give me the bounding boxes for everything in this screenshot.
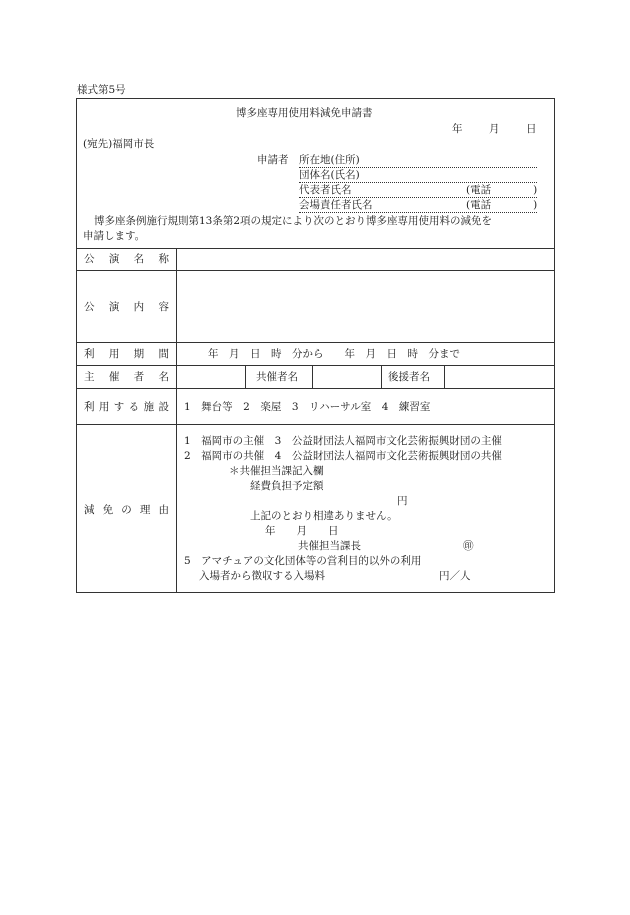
usage-period-value[interactable]: 年 月 日 時 分から 年 月 日 時 分まで bbox=[208, 348, 460, 360]
performance-content-field[interactable] bbox=[178, 272, 552, 340]
representative-phone: (電話 ) bbox=[466, 184, 538, 196]
supporter-field[interactable] bbox=[446, 367, 552, 386]
facilities-options[interactable]: 1 舞台等 2 楽屋 3 リハーサル室 4 練習室 bbox=[184, 401, 431, 413]
representative-label: 代表者氏名 bbox=[299, 184, 352, 196]
representative-field[interactable] bbox=[299, 197, 537, 198]
certification-statement: 上記のとおり相違ありません。 bbox=[250, 510, 398, 522]
organization-field[interactable] bbox=[299, 182, 537, 183]
co-dept-section-title: ＊共催担当課記入欄 bbox=[229, 465, 324, 477]
date-year: 年 bbox=[452, 123, 463, 135]
organizer-field[interactable] bbox=[178, 367, 243, 386]
venue-manager-phone: (電話 ) bbox=[466, 199, 538, 211]
address-label: 所在地(住所) bbox=[299, 154, 360, 166]
co-dept-manager-label: 共催担当課長 bbox=[298, 540, 361, 552]
supporter-label: 後援者名 bbox=[388, 371, 430, 383]
performance-content-label: 公 演 内 容 bbox=[84, 301, 169, 313]
body-text-line-1: 博多座条例施行規則第13条第2項の規定により次のとおり博多座専用使用料の減免を bbox=[94, 215, 493, 227]
performance-name-field[interactable] bbox=[178, 250, 552, 268]
date-month: 月 bbox=[489, 123, 500, 135]
performance-name-label: 公 演 名 称 bbox=[84, 253, 169, 265]
organizer-label: 主 催 者 名 bbox=[84, 371, 169, 383]
co-organizer-field[interactable] bbox=[314, 367, 379, 386]
seal-mark: ㊞ bbox=[463, 540, 474, 552]
form-number: 様式第5号 bbox=[77, 84, 126, 96]
admission-fee-unit: 円／人 bbox=[439, 570, 471, 582]
addressee: (宛先)福岡市長 bbox=[83, 138, 155, 150]
venue-manager-label: 会場責任者氏名 bbox=[299, 199, 373, 211]
exemption-reason-label: 減 免 の 理 由 bbox=[84, 504, 169, 516]
date-day: 日 bbox=[526, 123, 537, 135]
expense-yen-unit: 円 bbox=[397, 495, 408, 507]
venue-manager-field[interactable] bbox=[299, 212, 537, 213]
co-organizer-label: 共催者名 bbox=[256, 371, 298, 383]
form-title: 博多座専用使用料減免申請書 bbox=[236, 107, 373, 119]
body-text-line-2: 申請します。 bbox=[83, 230, 146, 242]
reason-option-1-3[interactable]: 1 福岡市の主催 3 公益財団法人福岡市文化芸術振興財団の主催 bbox=[184, 435, 502, 447]
address-field[interactable] bbox=[299, 167, 537, 168]
facilities-label: 利 用 す る 施 設 bbox=[84, 401, 169, 413]
application-form bbox=[76, 98, 555, 593]
certification-date: 年 月 日 bbox=[265, 525, 339, 537]
expense-estimate-label: 経費負担予定額 bbox=[250, 480, 324, 492]
usage-period-label: 利 用 期 間 bbox=[84, 348, 169, 360]
reason-option-2-4[interactable]: 2 福岡市の共催 4 公益財団法人福岡市文化芸術振興財団の共催 bbox=[184, 450, 502, 462]
applicant-label: 申請者 bbox=[257, 154, 289, 166]
reason-option-5[interactable]: 5 アマチュアの文化団体等の営利目的以外の利用 bbox=[184, 555, 422, 567]
admission-fee-label: 入場者から徴収する入場料 bbox=[199, 570, 325, 582]
organization-label: 団体名(氏名) bbox=[299, 169, 360, 181]
